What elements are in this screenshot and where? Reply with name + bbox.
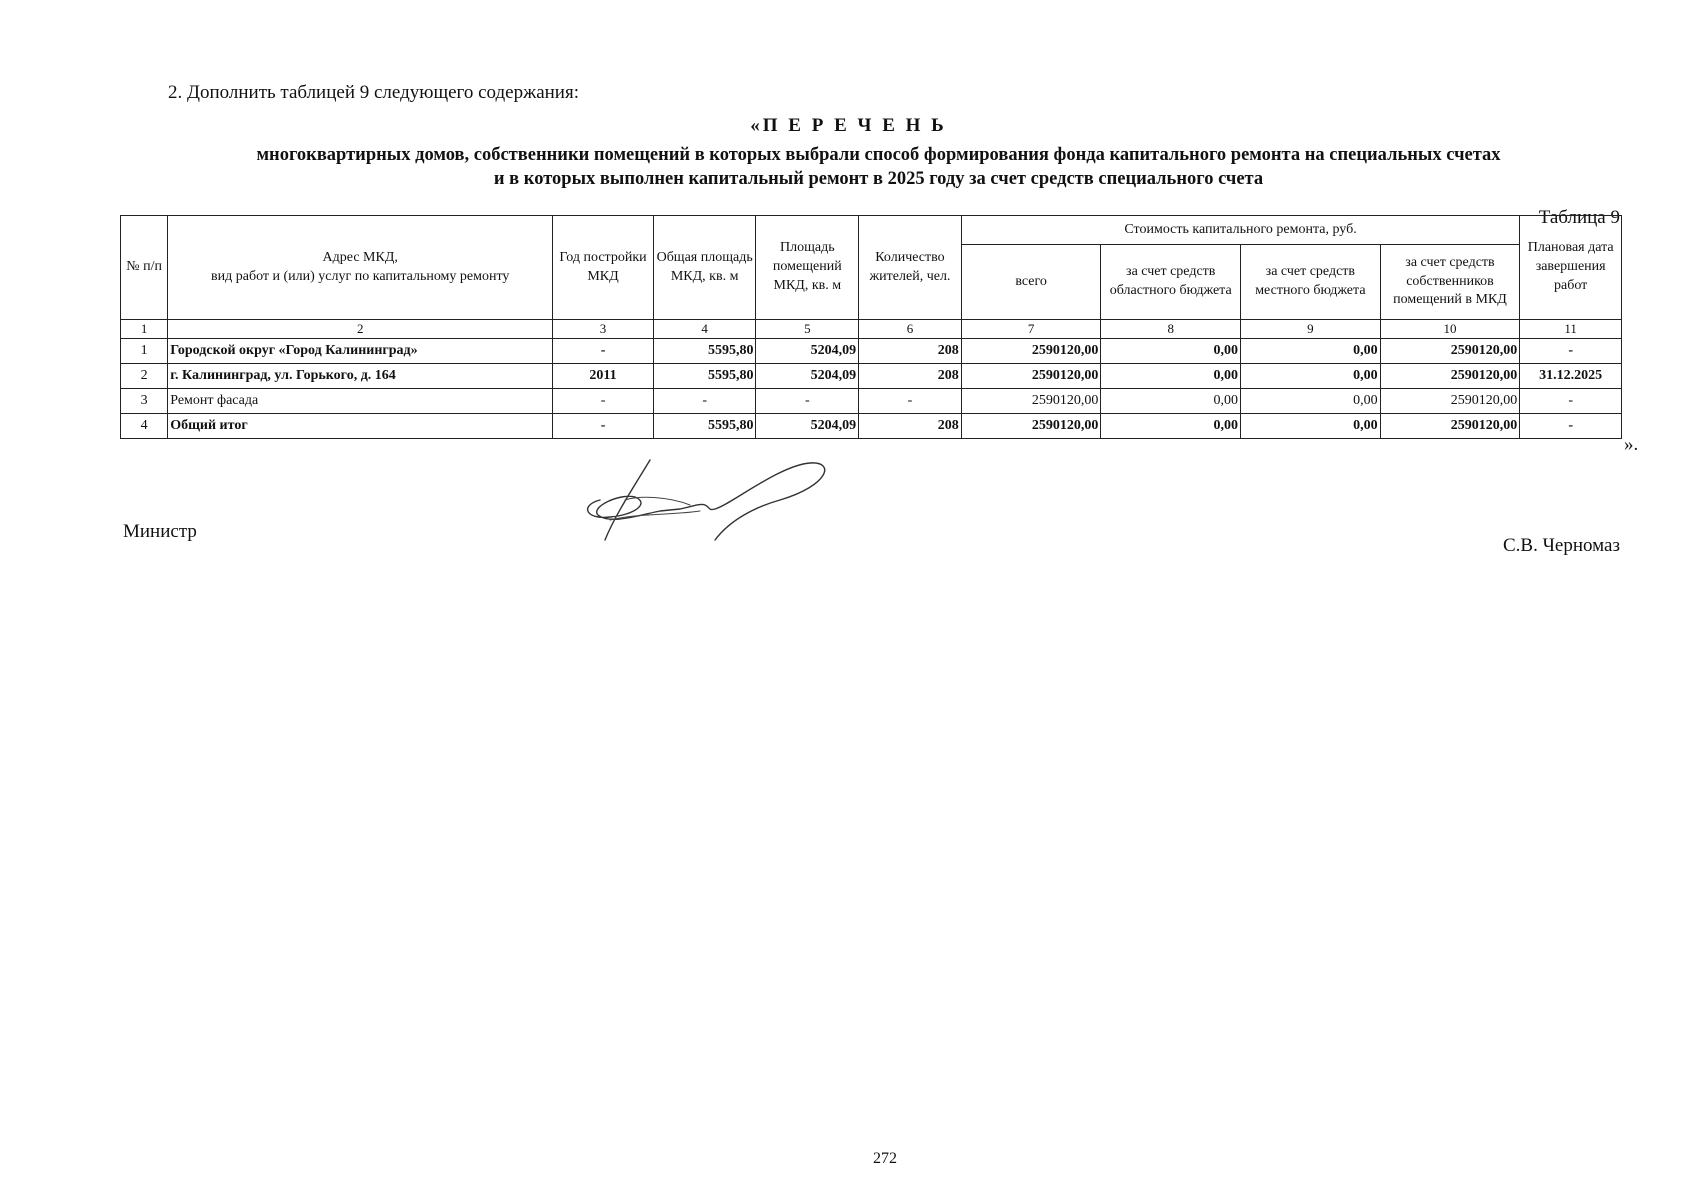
cell-cost-regional: 0,00 bbox=[1101, 389, 1241, 414]
cell-cost-total: 2590120,00 bbox=[961, 339, 1101, 364]
column-index: 6 bbox=[859, 320, 962, 339]
header-cost-group: Стоимость капитального ремонта, руб. bbox=[961, 216, 1520, 245]
header-cost-regional: за счет средств областного бюджета bbox=[1101, 245, 1241, 320]
cell-cost-local: 0,00 bbox=[1241, 339, 1381, 364]
table-row bbox=[121, 339, 1622, 364]
cell-cost-total: 2590120,00 bbox=[961, 414, 1101, 439]
cell-total-area: 5595,80 bbox=[653, 414, 756, 439]
capital-repair-table bbox=[120, 215, 1622, 439]
cell-residents: 208 bbox=[859, 414, 962, 439]
cell-premises-area: 5204,09 bbox=[756, 364, 859, 389]
column-index: 7 bbox=[961, 320, 1101, 339]
cell-cost-owners: 2590120,00 bbox=[1380, 364, 1520, 389]
cell-planned-date: 31.12.2025 bbox=[1520, 364, 1622, 389]
table-row bbox=[121, 389, 1622, 414]
cell-planned-date: - bbox=[1520, 414, 1622, 439]
document-title: «П Е Р Е Ч Е Н Ь bbox=[750, 115, 947, 136]
header-year: Год постройки МКД bbox=[553, 216, 654, 320]
column-index: 9 bbox=[1241, 320, 1381, 339]
cell-cost-local: 0,00 bbox=[1241, 364, 1381, 389]
cell-year: - bbox=[553, 389, 654, 414]
cell-address: Городской округ «Город Калининград» bbox=[168, 339, 553, 364]
header-total-area: Общая площадь МКД, кв. м bbox=[653, 216, 756, 320]
cell-cost-local: 0,00 bbox=[1241, 414, 1381, 439]
header-premises-area: Площадь помещений МКД, кв. м bbox=[756, 216, 859, 320]
column-index: 5 bbox=[756, 320, 859, 339]
cell-year: - bbox=[553, 414, 654, 439]
cell-cost-regional: 0,00 bbox=[1101, 414, 1241, 439]
cell-address: Ремонт фасада bbox=[168, 389, 553, 414]
header-planned-date: Плановая дата завершения работ bbox=[1520, 216, 1622, 320]
header-cost-local: за счет средств местного бюджета bbox=[1241, 245, 1381, 320]
cell-cost-local: 0,00 bbox=[1241, 389, 1381, 414]
table-row bbox=[121, 364, 1622, 389]
cell-cost-owners: 2590120,00 bbox=[1380, 389, 1520, 414]
cell-num: 2 bbox=[121, 364, 168, 389]
header-cost-owners: за счет средств собственников помещений в МКД bbox=[1380, 245, 1520, 320]
cell-num: 1 bbox=[121, 339, 168, 364]
cell-premises-area: 5204,09 bbox=[756, 339, 859, 364]
cell-premises-area: 5204,09 bbox=[756, 414, 859, 439]
cell-residents: 208 bbox=[859, 364, 962, 389]
column-index: 3 bbox=[553, 320, 654, 339]
page-number: 272 bbox=[873, 1150, 897, 1167]
cell-num: 4 bbox=[121, 414, 168, 439]
column-index: 10 bbox=[1380, 320, 1520, 339]
cell-total-area: - bbox=[653, 389, 756, 414]
header-residents: Количество жителей, чел. bbox=[859, 216, 962, 320]
cell-total-area: 5595,80 bbox=[653, 364, 756, 389]
cell-premises-area: - bbox=[756, 389, 859, 414]
table-label: Таблица 9 bbox=[1538, 207, 1620, 228]
cell-year: - bbox=[553, 339, 654, 364]
cell-residents: 208 bbox=[859, 339, 962, 364]
cell-planned-date: - bbox=[1520, 339, 1622, 364]
handwritten-signature bbox=[580, 445, 860, 545]
cell-cost-regional: 0,00 bbox=[1101, 364, 1241, 389]
header-num: № п/п bbox=[121, 216, 168, 320]
column-index: 1 bbox=[121, 320, 168, 339]
cell-num: 3 bbox=[121, 389, 168, 414]
table-row bbox=[121, 414, 1622, 439]
cell-cost-total: 2590120,00 bbox=[961, 364, 1101, 389]
signatory-position: Министр bbox=[123, 521, 197, 542]
header-address: Адрес МКД, вид работ и (или) услуг по капитальному ремонту bbox=[168, 216, 553, 320]
column-index: 4 bbox=[653, 320, 756, 339]
intro-text: 2. Дополнить таблицей 9 следующего содержания: bbox=[168, 82, 579, 103]
cell-cost-owners: 2590120,00 bbox=[1380, 414, 1520, 439]
cell-address: г. Калининград, ул. Горького, д. 164 bbox=[168, 364, 553, 389]
cell-planned-date: - bbox=[1520, 389, 1622, 414]
column-index: 11 bbox=[1520, 320, 1622, 339]
cell-year: 2011 bbox=[553, 364, 654, 389]
document-subtitle-line1: многоквартирных домов, собственники помещений в которых выбрали способ формирования фонда капитального ремонта на специальных счетах bbox=[256, 145, 1501, 165]
signatory-name: С.В. Черномаз bbox=[1502, 535, 1620, 556]
cell-cost-total: 2590120,00 bbox=[961, 389, 1101, 414]
cell-cost-regional: 0,00 bbox=[1101, 339, 1241, 364]
header-cost-total: всего bbox=[961, 245, 1101, 320]
cell-cost-owners: 2590120,00 bbox=[1380, 339, 1520, 364]
column-index: 2 bbox=[168, 320, 553, 339]
column-index: 8 bbox=[1101, 320, 1241, 339]
document-subtitle-line2: и в которых выполнен капитальный ремонт в 2025 году за счет средств специального счета bbox=[493, 169, 1264, 189]
cell-residents: - bbox=[859, 389, 962, 414]
cell-total-area: 5595,80 bbox=[653, 339, 756, 364]
closing-quote: ». bbox=[1624, 434, 1639, 455]
cell-address: Общий итог bbox=[168, 414, 553, 439]
